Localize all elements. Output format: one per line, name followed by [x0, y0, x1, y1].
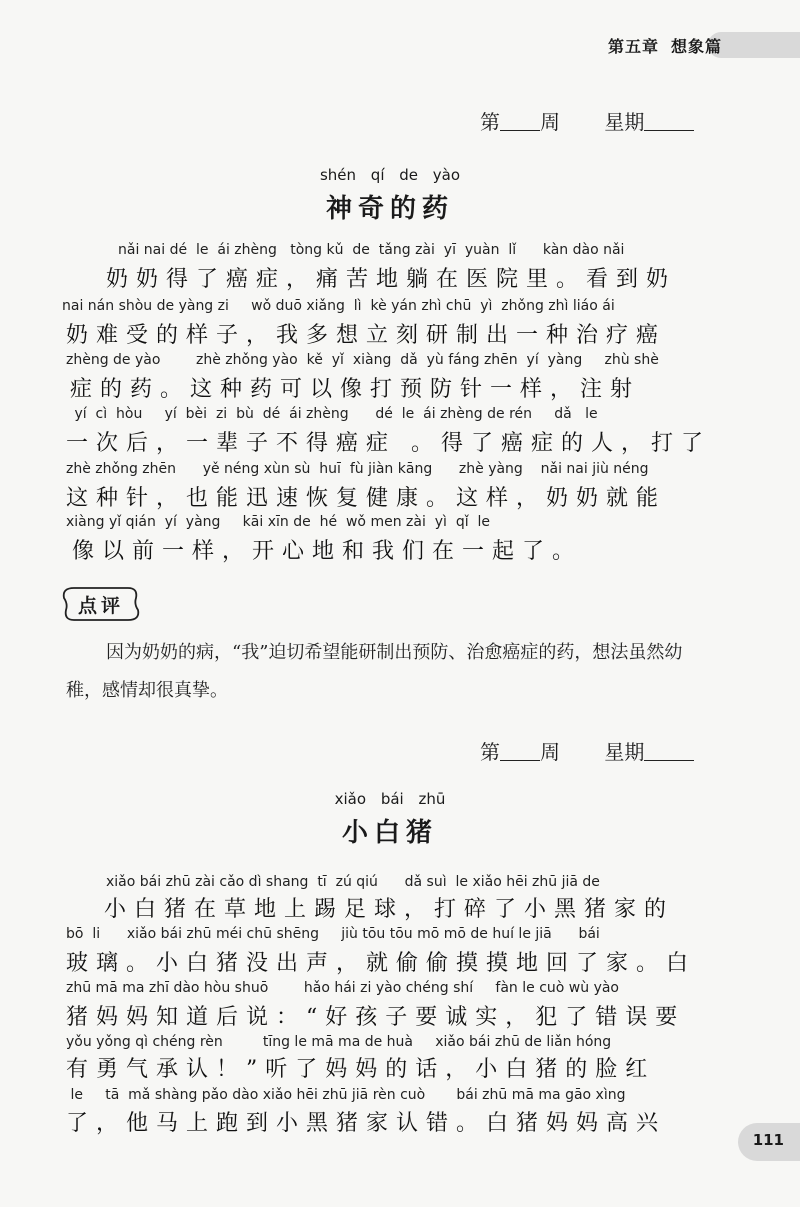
weekday-blank	[644, 760, 694, 761]
text-line: 玻璃。小白猪没出声，就偷偷摸摸地回了家。白	[66, 951, 697, 976]
text-line: 了，他马上跑到小黑猪家认错。白猪妈妈高兴	[66, 1111, 667, 1136]
pinyin-line: zhū mā ma zhī dào hòu shuō hǎo hái zi yào chéng shí fàn le cuò wù yào	[66, 980, 619, 996]
pinyin-line: nai nán shòu de yàng zi wǒ duō xiǎng lì kè yán zhì chū yì zhǒng zhì liáo ái	[62, 298, 615, 314]
weekday-blank	[644, 130, 694, 131]
title-text: 小白猪	[341, 818, 438, 848]
text-line: 像以前一样，开心地和我们在一起了。	[72, 539, 583, 564]
text-line: 有勇气承认！”听了妈妈的话，小白猪的脸红	[66, 1057, 656, 1082]
text-line: 这种针，也能迅速恢复健康。这样，奶奶就能	[66, 486, 667, 511]
text-line: 一次后，一辈子不得癌症 。得了癌症的人，打了	[66, 431, 711, 456]
story-title	[0, 166, 780, 225]
week-blank	[500, 760, 540, 761]
running-header	[608, 34, 722, 57]
pinyin-line: nǎi nai dé le ái zhèng tòng kǔ de tǎng zài yī yuàn lǐ kàn dào nǎi	[118, 242, 625, 258]
pinyin-line: bō li xiǎo bái zhū méi chū shēng jiù tōu tōu mō mō de huí le jiā bái	[66, 926, 600, 942]
chapter-label: 第五章	[608, 37, 660, 56]
week-date-line: 第 周 星期	[480, 106, 694, 135]
comment-text: 因为奶奶的病，“我”迫切希望能研制出预防、治愈癌症的药，想法虽然幼稚，感情却很真挚。	[66, 642, 683, 701]
text-line: 奶奶得了癌症，痛苦地躺在医院里。看到奶	[106, 267, 677, 292]
section-label: 想象篇	[671, 37, 723, 56]
text-line: 小白猪在草地上踢足球，打碎了小黑猪家的	[104, 897, 675, 922]
title-pinyin: shén qí de yào	[319, 166, 461, 184]
comment-label	[62, 586, 140, 622]
pinyin-line: yǒu yǒng qì chéng rèn tīng le mā ma de huà xiǎo bái zhū de liǎn hóng	[66, 1034, 612, 1050]
pinyin-line: zhèng de yào zhè zhǒng yào kě yǐ xiàng dǎ yù fáng zhēn yí yàng zhù shè	[66, 352, 659, 368]
text-line: 奶难受的样子，我多想立刻研制出一种治疗癌	[66, 323, 667, 348]
pinyin-line: xiǎo bái zhū zài cǎo dì shang tī zú qiú dǎ suì le xiǎo hēi zhū jiā de	[106, 874, 600, 890]
title-text: 神奇的药	[325, 194, 454, 224]
pinyin-line: yí cì hòu yí bèi zi bù dé ái zhèng dé le ái zhèng de rén dǎ le	[70, 406, 598, 422]
week-date-line: 第 周 星期	[480, 736, 694, 765]
pinyin-line: xiàng yǐ qián yí yàng kāi xīn de hé wǒ men zài yì qǐ le	[66, 514, 490, 530]
text-line: 猪妈妈知道后说：“好孩子要诚实，犯了错误要	[66, 1005, 686, 1030]
week-blank	[500, 130, 540, 131]
comment-label-text: 点评	[77, 595, 124, 617]
pinyin-line: zhè zhǒng zhēn yě néng xùn sù huī fù jiàn kāng zhè yàng nǎi nai jiù néng	[66, 461, 649, 477]
title-pinyin: xiǎo bái zhū	[334, 790, 446, 808]
story-title	[0, 790, 780, 849]
pinyin-line: le tā mǎ shàng pǎo dào xiǎo hēi zhū jiā rèn cuò bái zhū mā ma gāo xìng	[66, 1087, 626, 1103]
page-number: 111	[752, 1131, 784, 1149]
text-line: 症的药。这种药可以像打预防针一样，注射	[70, 377, 641, 402]
